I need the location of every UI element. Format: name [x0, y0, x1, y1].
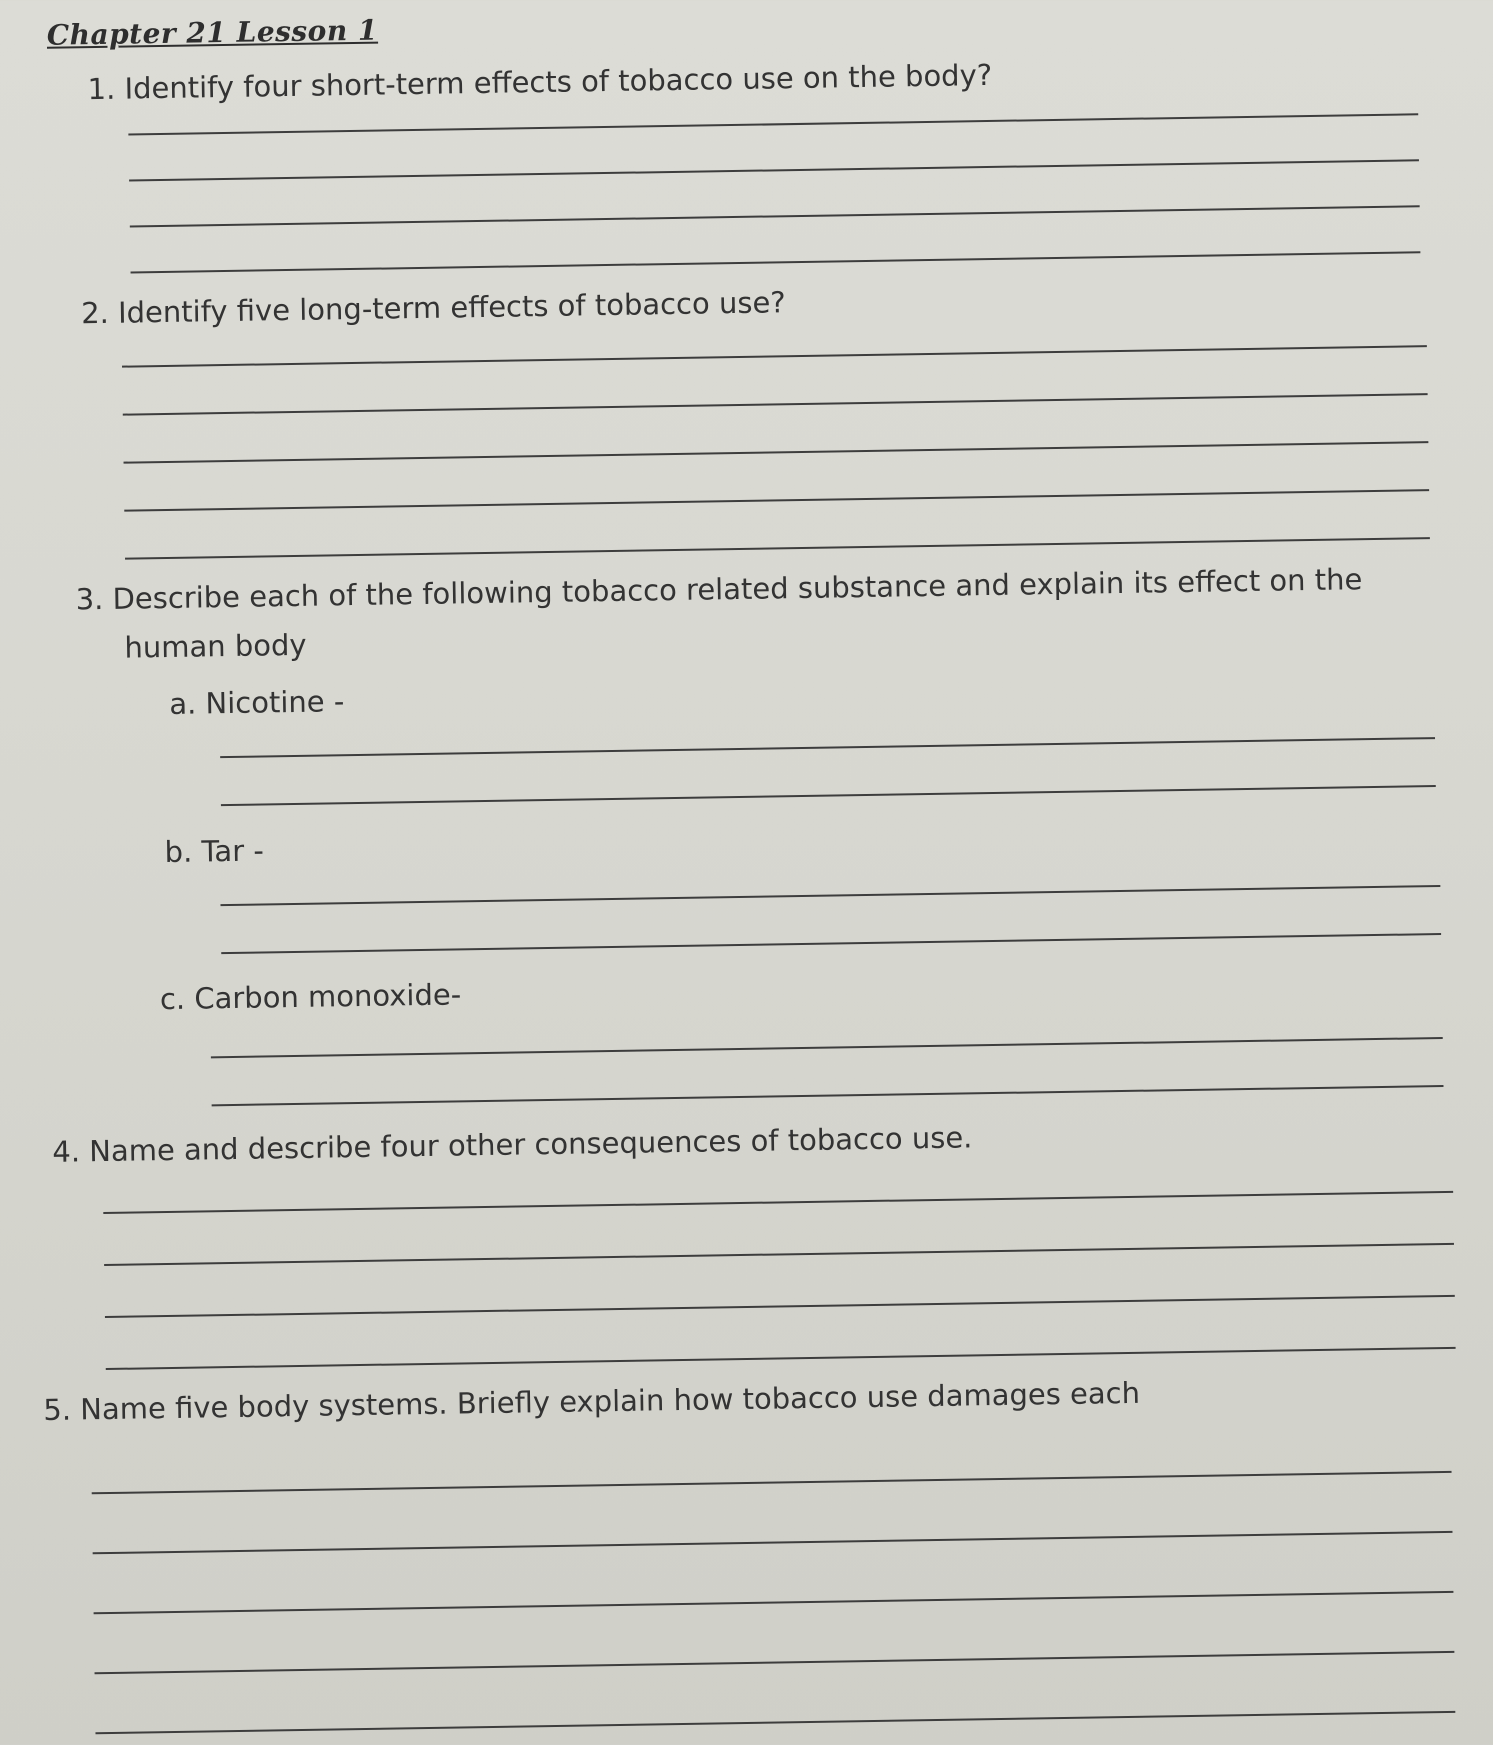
answer-line[interactable]	[103, 1191, 1453, 1214]
answer-line[interactable]	[123, 393, 1428, 415]
answer-line[interactable]	[125, 537, 1430, 559]
answer-line[interactable]	[93, 1531, 1453, 1554]
question-3: 3. Describe each of the following tobacco related substance and explain its effect on the	[75, 562, 1363, 617]
answer-line[interactable]	[124, 489, 1429, 511]
answer-line[interactable]	[221, 933, 1441, 954]
answer-line[interactable]	[220, 885, 1440, 906]
answer-line[interactable]	[124, 441, 1429, 463]
answer-line[interactable]	[221, 785, 1436, 806]
answer-line[interactable]	[211, 1037, 1443, 1058]
answer-line[interactable]	[129, 159, 1419, 181]
answer-line[interactable]	[104, 1243, 1454, 1266]
answer-line[interactable]	[95, 1711, 1455, 1734]
answer-line[interactable]	[130, 205, 1420, 227]
answer-line[interactable]	[106, 1347, 1456, 1370]
answer-line[interactable]	[92, 1471, 1452, 1494]
answer-line[interactable]	[220, 737, 1435, 758]
question-2: 2. Identify five long-term effects of tobacco use?	[80, 285, 786, 331]
subitem-tar: b. Tar -	[164, 833, 265, 870]
question-1: 1. Identify four short-term effects of tobacco use on the body?	[87, 57, 993, 107]
answer-line[interactable]	[128, 113, 1418, 135]
answer-line[interactable]	[131, 251, 1421, 273]
answer-line[interactable]	[212, 1085, 1444, 1106]
question-3-continuation: human body	[124, 627, 307, 665]
answer-line[interactable]	[122, 345, 1427, 367]
question-4: 4. Name and describe four other consequences of tobacco use.	[52, 1120, 973, 1169]
question-5: 5. Name five body systems. Briefly explain how tobacco use damages each	[43, 1375, 1141, 1428]
answer-line[interactable]	[105, 1295, 1455, 1318]
subitem-carbon-monoxide: c. Carbon monoxide-	[159, 977, 462, 1017]
subitem-nicotine: a. Nicotine -	[169, 684, 345, 721]
answer-line[interactable]	[94, 1591, 1454, 1614]
answer-line[interactable]	[95, 1651, 1455, 1674]
worksheet-title: Chapter 21 Lesson 1	[46, 13, 379, 52]
